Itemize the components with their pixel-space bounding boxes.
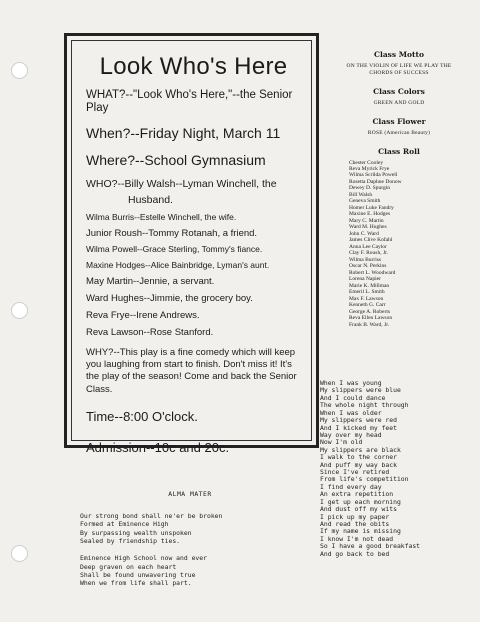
poster-who-line2: Husband.	[128, 193, 173, 206]
alma-line: When we from life shall part.	[80, 579, 192, 588]
cast-line: Ward Hughes--Jimmie, the grocery boy.	[86, 292, 253, 304]
roll-name: Lorena Napier	[349, 276, 381, 283]
poem-line: From life's competition	[320, 475, 409, 484]
poem-line: I pick up my paper	[320, 512, 390, 521]
roll-name: Mary C. Martin	[349, 217, 384, 224]
alma-mater-title: ALMA MATER	[168, 490, 212, 498]
poem-line: When I was young	[320, 379, 382, 387]
poster-admission: Admission--10c and 20c.	[86, 439, 230, 455]
class-colors: GREEN AND GOLD	[373, 99, 425, 106]
alma-line: Shall be found unwavering true	[80, 570, 196, 579]
roll-name: Maxine E. Hodges	[349, 211, 391, 218]
roll-name: John C. Ward	[349, 230, 379, 237]
roll-name: Marie K. Millman	[349, 282, 390, 289]
poster-when: When?--Friday Night, March 11	[86, 125, 281, 142]
poem-line: Since I've retired	[320, 468, 390, 477]
class-flower-header: Class Flower	[372, 116, 426, 126]
roll-name: Frank B. Ward, Jr.	[349, 321, 390, 328]
poem-line: I know I'm not dead	[320, 534, 394, 543]
poster-title: Look Who's Here	[99, 53, 288, 80]
roll-name: Anna Lee Caylor	[349, 243, 387, 250]
poster-who-line1: WHO?--Billy Walsh--Lyman Winchell, the	[86, 177, 277, 190]
poem-line: So I have a good breakfast	[320, 542, 421, 551]
poem-line: If my name is missing	[320, 527, 401, 536]
poem-line: My slippers are black	[320, 445, 401, 454]
roll-name: Chester Cooley	[349, 159, 384, 166]
punch-hole-middle	[11, 302, 28, 319]
alma-mater	[80, 490, 300, 597]
roll-name: George A. Roberts	[349, 308, 390, 315]
roll-name: Wilma Burriss	[349, 256, 382, 263]
alma-mater-stanza-1	[80, 512, 300, 545]
poem-line: And I kicked my feet	[320, 423, 397, 432]
alma-line: Sealed by friendship ties.	[80, 536, 181, 545]
roll-name: Clay F. Roush, Jr.	[349, 250, 388, 257]
alma-line: By surpassing wealth unspoken	[80, 528, 192, 537]
poster-why: WHY?--This play is a fine comedy which will keep you laughing from start to finish. Don't miss it! It's the play of the season! Come and back the Senior Class.	[86, 346, 297, 395]
alma-line: Eminence High School now and ever	[80, 554, 207, 563]
poem-line: Way over my head	[320, 430, 382, 439]
poem-line: I walk to the corner	[320, 453, 397, 462]
roll-name: Emeril L. Smith	[349, 289, 385, 296]
poem-line: I get up each morning	[320, 497, 401, 506]
class-roll-header: Class Roll	[378, 146, 420, 156]
cast-line: Wilma Powell--Grace Sterling, Tommy's fiance.	[86, 244, 263, 255]
poem-line: An extra repetition	[320, 490, 394, 499]
roll-name: Oscar N. Perkins	[349, 263, 387, 270]
poem-line: And read the obits	[320, 520, 390, 529]
cast-line: May Martin--Jennie, a servant.	[86, 275, 215, 287]
roll-name: Dewey D. Spurgin	[349, 185, 390, 192]
poem-line: And dust off my wits	[320, 505, 397, 514]
roll-name: Robert L. Woodward	[349, 269, 396, 276]
cast-line: Reva Frye--Irene Andrews.	[86, 309, 200, 321]
poem-line: When I was older	[320, 408, 382, 417]
play-poster	[64, 33, 319, 455]
alma-line: Our strong bond shall ne'er be broken	[80, 512, 223, 520]
cast-line: Reva Lawson--Rose Stanford.	[86, 326, 214, 338]
roll-name: Bill Walsh	[349, 191, 373, 198]
poster-inner-border	[71, 40, 312, 455]
poster-time: Time--8:00 O'clock.	[86, 409, 198, 425]
class-motto: ON THE VIOLIN OF LIFE WE PLAY THE CHORDS OF SUCCESS	[346, 63, 452, 76]
cast-line: Wilma Burris--Estelle Winchell, the wife.	[86, 211, 237, 222]
cast-line: Junior Roush--Tommy Rotanah, a friend.	[86, 227, 258, 239]
roll-name: Geneva Smith	[349, 198, 381, 205]
roll-name: Kenneth G. Carr	[349, 302, 386, 309]
poster-where: Where?--School Gymnasium	[86, 151, 266, 168]
slippers-poem	[320, 380, 480, 558]
roll-name: Reva Ellen Lawson	[349, 315, 393, 322]
roll-name: Rosetta Daphne Donow	[349, 178, 402, 185]
poster-what: WHAT?--"Look Who's Here,"--the Senior Play	[86, 89, 293, 115]
alma-mater-stanza-2	[80, 554, 300, 587]
class-roll-list	[349, 160, 464, 329]
roll-name: Max F. Lawson	[349, 295, 384, 302]
class-motto-header: Class Motto	[374, 50, 424, 59]
roll-name: Wilma Scrilda Powell	[349, 172, 398, 179]
roll-name: Homer Luke Fandry	[349, 204, 394, 211]
punch-hole-top	[11, 62, 28, 79]
poem-line: The whole night through	[320, 401, 409, 410]
poem-line: And puff my way back	[320, 460, 397, 469]
poem-line: Now I'm old	[320, 438, 363, 447]
alma-line: Formed at Eminence High	[80, 520, 169, 529]
poem-line: And go back to bed	[320, 549, 390, 558]
poem-line: My slippers were red	[320, 416, 397, 425]
poem-line: I find every day	[320, 482, 382, 491]
punch-hole-bottom	[11, 545, 28, 562]
class-info-column	[334, 50, 464, 328]
cast-line: Maxine Hodges--Alice Bainbridge, Lyman's aunt.	[86, 260, 270, 271]
class-flower: ROSE (American Beauty)	[367, 129, 431, 136]
alma-line: Deep graven on each heart	[80, 562, 177, 571]
poem-line: And I could dance	[320, 393, 386, 402]
class-colors-header: Class Colors	[373, 86, 425, 96]
poem-line: My slippers were blue	[320, 386, 401, 395]
roll-name: James Clive Kofahl	[349, 237, 393, 244]
roll-name: Ward M. Hughes	[349, 224, 387, 231]
roll-name: Reva Myrick Frye	[349, 165, 390, 172]
